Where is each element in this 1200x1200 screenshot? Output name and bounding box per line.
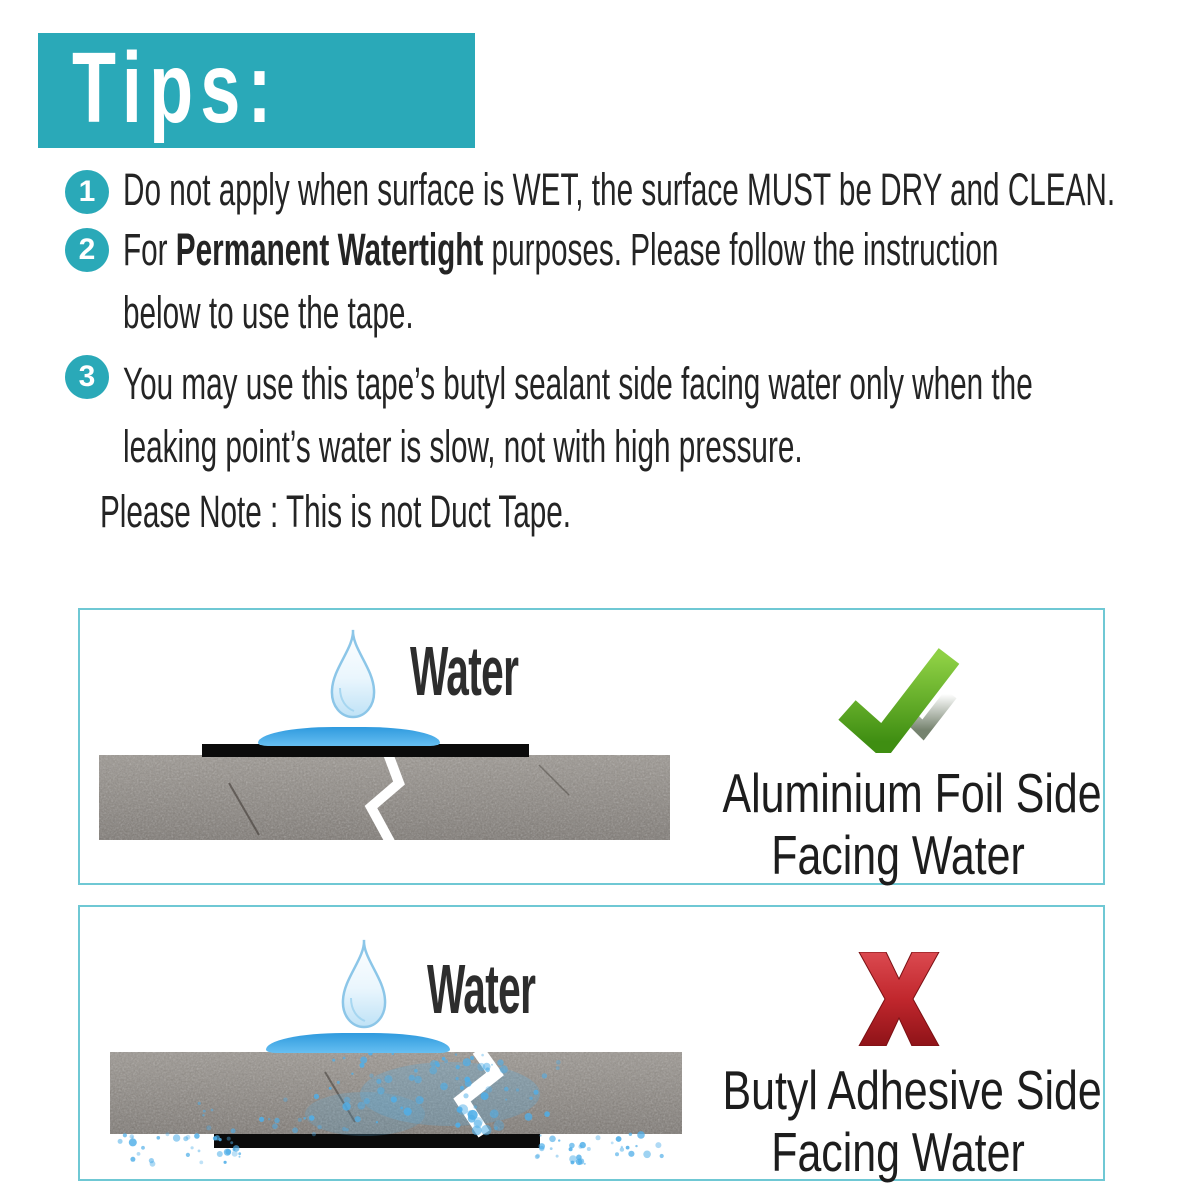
water-label: Water bbox=[410, 632, 519, 710]
tips-title: Tips: bbox=[72, 32, 279, 144]
tip-2-bold-text: Permanent Watertight bbox=[175, 224, 484, 275]
diagram-caption bbox=[673, 1059, 1123, 1183]
caption-line-2: Facing Water bbox=[771, 824, 1025, 886]
x-icon bbox=[858, 952, 940, 1046]
tip-number-badge-1: 1 bbox=[65, 170, 109, 214]
diagram-caption bbox=[673, 762, 1123, 886]
tip-number-badge-2: 2 bbox=[65, 228, 109, 272]
water-puddle bbox=[266, 1033, 450, 1053]
water-label: Water bbox=[427, 950, 536, 1028]
note-text: Please Note : This is not Duct Tape. bbox=[100, 486, 572, 537]
water-droplet-icon bbox=[338, 938, 390, 1030]
tips-header-box bbox=[38, 33, 475, 148]
tip-2-prefix: For bbox=[123, 224, 176, 275]
check-icon bbox=[837, 648, 962, 753]
tip-3-line-1: You may use this tape’s butyl sealant side facing water only when the bbox=[123, 358, 1033, 409]
concrete-slab-cracked bbox=[99, 755, 670, 855]
tip-3-line-2: leaking point’s water is slow, not with high pressure. bbox=[123, 421, 803, 472]
tip-number-badge-3: 3 bbox=[65, 355, 109, 399]
diagram-butyl-side bbox=[78, 905, 1105, 1181]
concrete-slab-leaking bbox=[110, 1052, 682, 1172]
diagram-foil-side bbox=[78, 608, 1105, 885]
caption-line-1: Aluminium Foil Side bbox=[722, 762, 1102, 824]
water-puddle bbox=[258, 727, 440, 746]
tip-2-line-1 bbox=[123, 224, 999, 275]
caption-line-2: Facing Water bbox=[771, 1121, 1025, 1183]
tip-2-line-2: below to use the tape. bbox=[123, 287, 414, 338]
tip-1-text: Do not apply when surface is WET, the surface MUST be DRY and CLEAN. bbox=[123, 164, 1116, 215]
caption-line-1: Butyl Adhesive Side bbox=[722, 1059, 1102, 1121]
tip-2-rest: purposes. Please follow the instruction bbox=[483, 224, 999, 275]
water-droplet-icon bbox=[327, 628, 379, 720]
